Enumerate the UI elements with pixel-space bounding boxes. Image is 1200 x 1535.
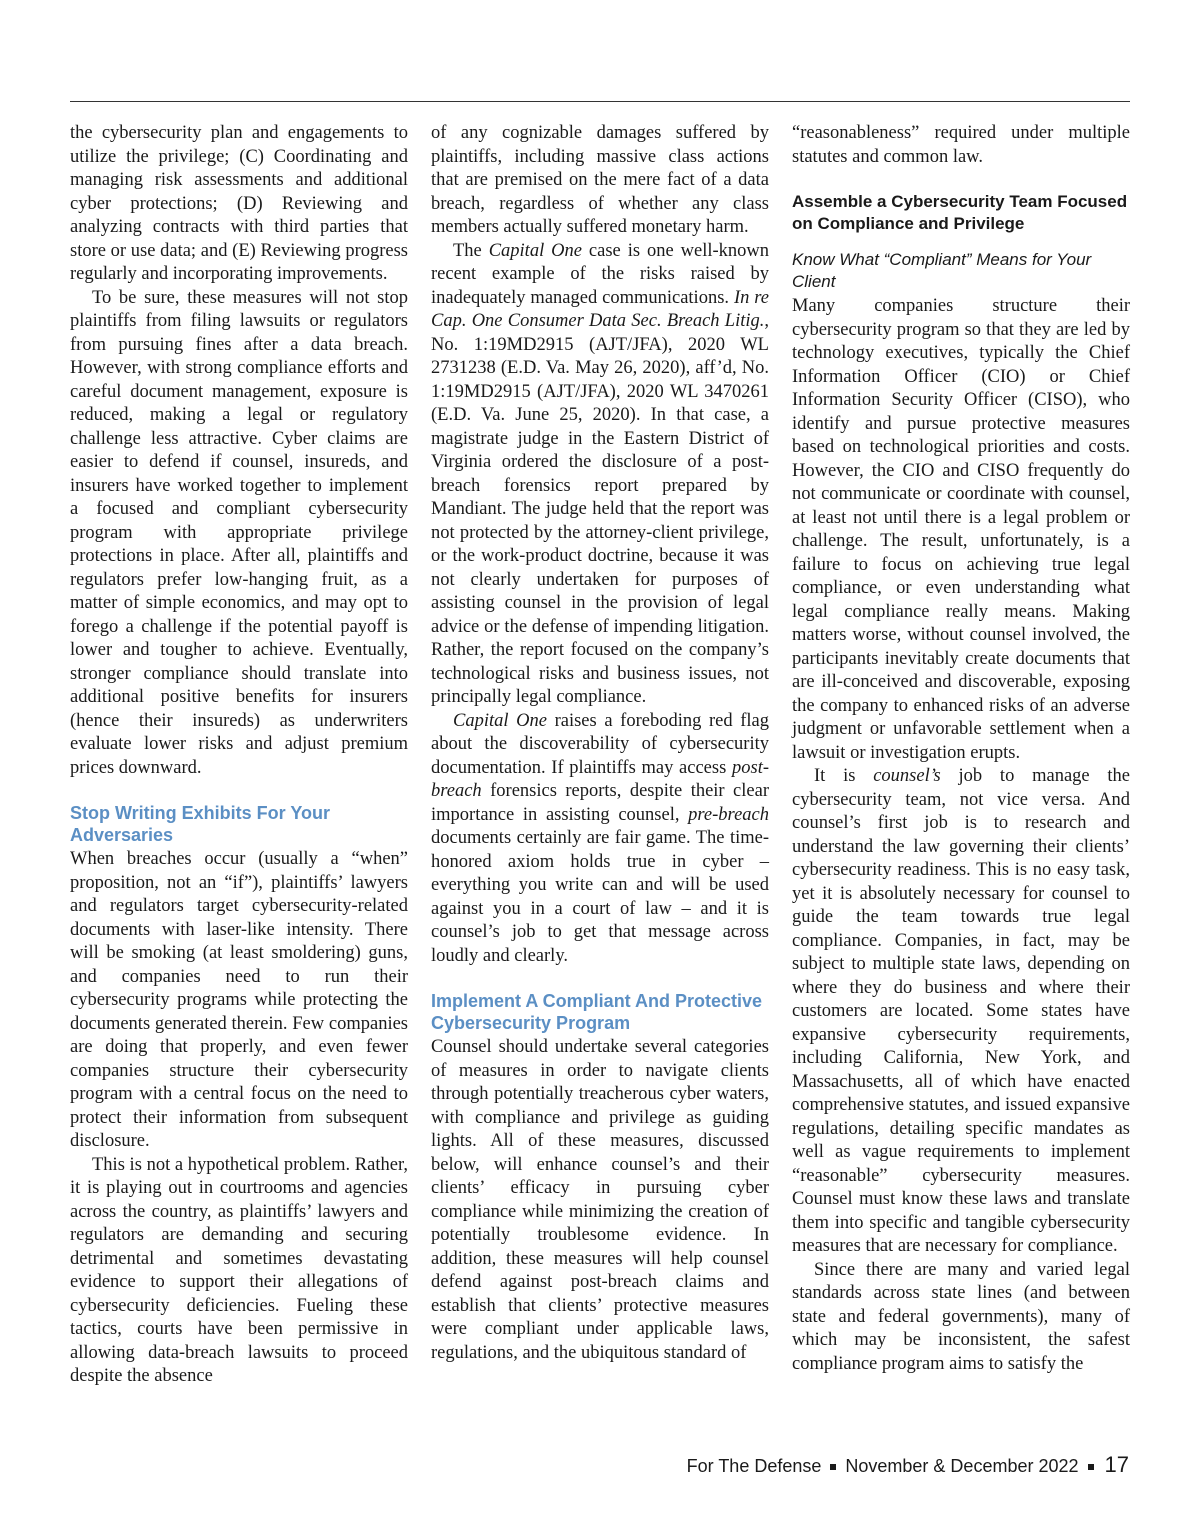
subsection-heading: Know What “Compliant” Means for Your Client	[792, 250, 1092, 291]
paragraph: “reasonableness” required under multiple statutes and common law.	[792, 123, 1130, 167]
text-run: job to manage the cybersecurity team, not vice versa. And counsel’s first job is to research and understand the law governing their clients’ cybersecurity readiness. This is no easy task, yet it is absolutely necessary for counsel to guide the team towards true legal compliance. Companies, in fact, may be subject to multiple state laws, depending on where they do business and where their customers are located. Some states have expansive cybersecurity requirements, including California, New York, and Massachusetts, all of which have enacted comprehensive statutes, and issued expansive regulations, detailing specific mandates as well as vague requirements to implement “reasonable” cybersecurity measures. Counsel must know these laws and translate them into specific and tangible cybersecurity measures that are necessary for compliance.	[792, 766, 1131, 1256]
paragraph	[431, 710, 769, 969]
text-run: forensics reports, despite their clear importance in assisting counsel,	[431, 781, 769, 825]
italic-term: post-breach	[431, 757, 769, 801]
column-2	[431, 122, 769, 1365]
italic-case-name: Capital One	[488, 240, 582, 261]
italic-case-name: Capital One	[453, 710, 547, 731]
text-run: documents certainly are fair game. The time-honored axiom holds true in cyber – everything you write can and will be used against you in a court of law – and it is counsel’s job to get that message across loudly and clearly.	[431, 828, 769, 966]
section-heading: Implement A Compliant And Protective Cybersecurity Program	[431, 991, 763, 1033]
paragraph: the cybersecurity plan and engagements to utilize the privilege; (C) Coordinating and managing risk assessments and additional cyber protections; (D) Reviewing and analyzing contracts with third parties that store or use data; and (E) Reviewing progress regularly and incorporating improvements.	[70, 123, 408, 284]
text-run: The	[453, 240, 489, 261]
paragraph: Counsel should undertake several categories of measures in order to navigate clients through potentially treacherous cyber waters, with compliance and privilege as guiding lights. All of these measures, discussed below, will enhance counsel’s and their clients’ efficacy in pursuing cyber compliance while minimizing the creation of potentially troublesome evidence. In addition, these measures will help counsel defend against post-breach claims and establish that clients’ protective measures were compliant under applicable laws, regulations, and the ubiquitous standard of	[431, 1037, 769, 1363]
paragraph: This is not a hypothetical problem. Rather, it is playing out in courtrooms and agencies across the country, as plaintiffs’ lawyers and regulators are demanding and securing detrimental and sometimes devastating evidence to support their allegations of cybersecurity deficiencies. Fueling these tactics, courts have been permissive in allowing data-breach lawsuits to proceed despite the absence	[70, 1154, 408, 1386]
italic-term: counsel’s	[873, 766, 941, 786]
paragraph: Many companies structure their cybersecurity program so that they are led by technology executives, typically the Chief Information Officer (CIO) or Chief Information Security Officer (CISO), who identify and pursue protective measures based on technological priorities and costs. However, the CIO and CISO frequently do not communicate or coordinate with counsel, at least not until there is a legal problem or challenge. The result, unfortunately, is a failure to focus on achieving true legal compliance, or even understanding what legal compliance really means. Making matters worse, without counsel involved, the participants inevitably create documents that are ill-conceived and discoverable, exposing the company to enhanced risks of an adverse judgment or unfavorable settlement when a lawsuit or investigation erupts.	[792, 296, 1130, 763]
square-bullet-icon	[1088, 1464, 1094, 1470]
square-bullet-icon	[830, 1464, 836, 1470]
issue-date: November & December 2022	[845, 1456, 1079, 1476]
column-1	[70, 122, 408, 1389]
paragraph	[792, 765, 1130, 1259]
italic-citation: In re Cap. One Consumer Data Sec. Breach Litig.	[431, 287, 769, 331]
paragraph: of any cognizable damages suffered by plaintiffs, including massive class actions that are premised on the mere fact of a data breach, regardless of whether any class members actually suffered monetary harm.	[431, 123, 769, 237]
publication-name: For The Defense	[686, 1456, 822, 1476]
column-3	[792, 122, 1130, 1376]
page-footer	[687, 1452, 1129, 1478]
header-rule	[70, 101, 1130, 102]
paragraph: When breaches occur (usually a “when” proposition, not an “if”), plaintiffs’ lawyers and regulators target cybersecurity-related documents with laser-like intensity. There will be smoking (at least smoldering) guns, and companies need to run their cybersecurity programs while protecting the documents generated therein. Few companies are doing that properly, and even fewer companies structure their cybersecurity program with a central focus on the need to protect their information from subsequent disclosure.	[70, 849, 408, 1151]
paragraph: To be sure, these measures will not stop plaintiffs from filing lawsuits or regulators from pursuing fines after a data breach. However, with strong compliance efforts and careful document management, exposure is reduced, making a legal or regulatory challenge less attractive. Cyber claims are easier to defend if counsel, insureds, and insurers have worked together to implement a focused and compliant cybersecurity program with appropriate privilege protections in place. After all, plaintiffs and regulators prefer low-hanging fruit, as a matter of simple economics, and may opt to forego a challenge if the potential payoff is lower and tougher to achieve. Eventually, stronger compliance should translate into additional positive benefits for insurers (hence their insureds) as underwriters evaluate lower risks and adjust premium prices downward.	[70, 287, 408, 778]
paragraph: Since there are many and varied legal standards across state lines (and between state and federal governments), many of which may be inconsistent, the safest compliance program aims to satisfy the	[792, 1259, 1130, 1374]
text-run: case is one well-known recent example of the risks raised by inadequately managed communications.	[431, 240, 769, 308]
section-heading: Stop Writing Exhibits For Your Adversaries	[70, 803, 330, 845]
text-run: It is	[814, 766, 874, 786]
text-run: raises a foreboding red flag about the discoverability of cybersecurity documentation. If plaintiffs may access	[431, 710, 769, 778]
section-heading: Assemble a Cybersecurity Team Focused on Compliance and Privilege	[792, 192, 1128, 233]
italic-term: pre-breach	[688, 804, 769, 825]
text-run: , No. 1:19MD2915 (AJT/JFA), 2020 WL 2731238 (E.D. Va. May 26, 2020), aff’d, No. 1:19MD2915 (AJT/JFA), 2020 WL 3470261 (E.D. Va. June 25, 2020). In that case, a magistrate judge in the Eastern District of Virginia ordered the disclosure of a post-breach forensics report prepared by Mandiant. The judge held that the report was not protected by the attorney-client privilege, or the work-product doctrine, because it was not clearly undertaken for purposes of assisting counsel in the provision of legal advice or the defense of impending litigation. Rather, the report focused on the company’s technological risks and business issues, not principally legal compliance.	[431, 311, 769, 707]
page-number: 17	[1104, 1452, 1129, 1477]
paragraph	[431, 240, 769, 710]
